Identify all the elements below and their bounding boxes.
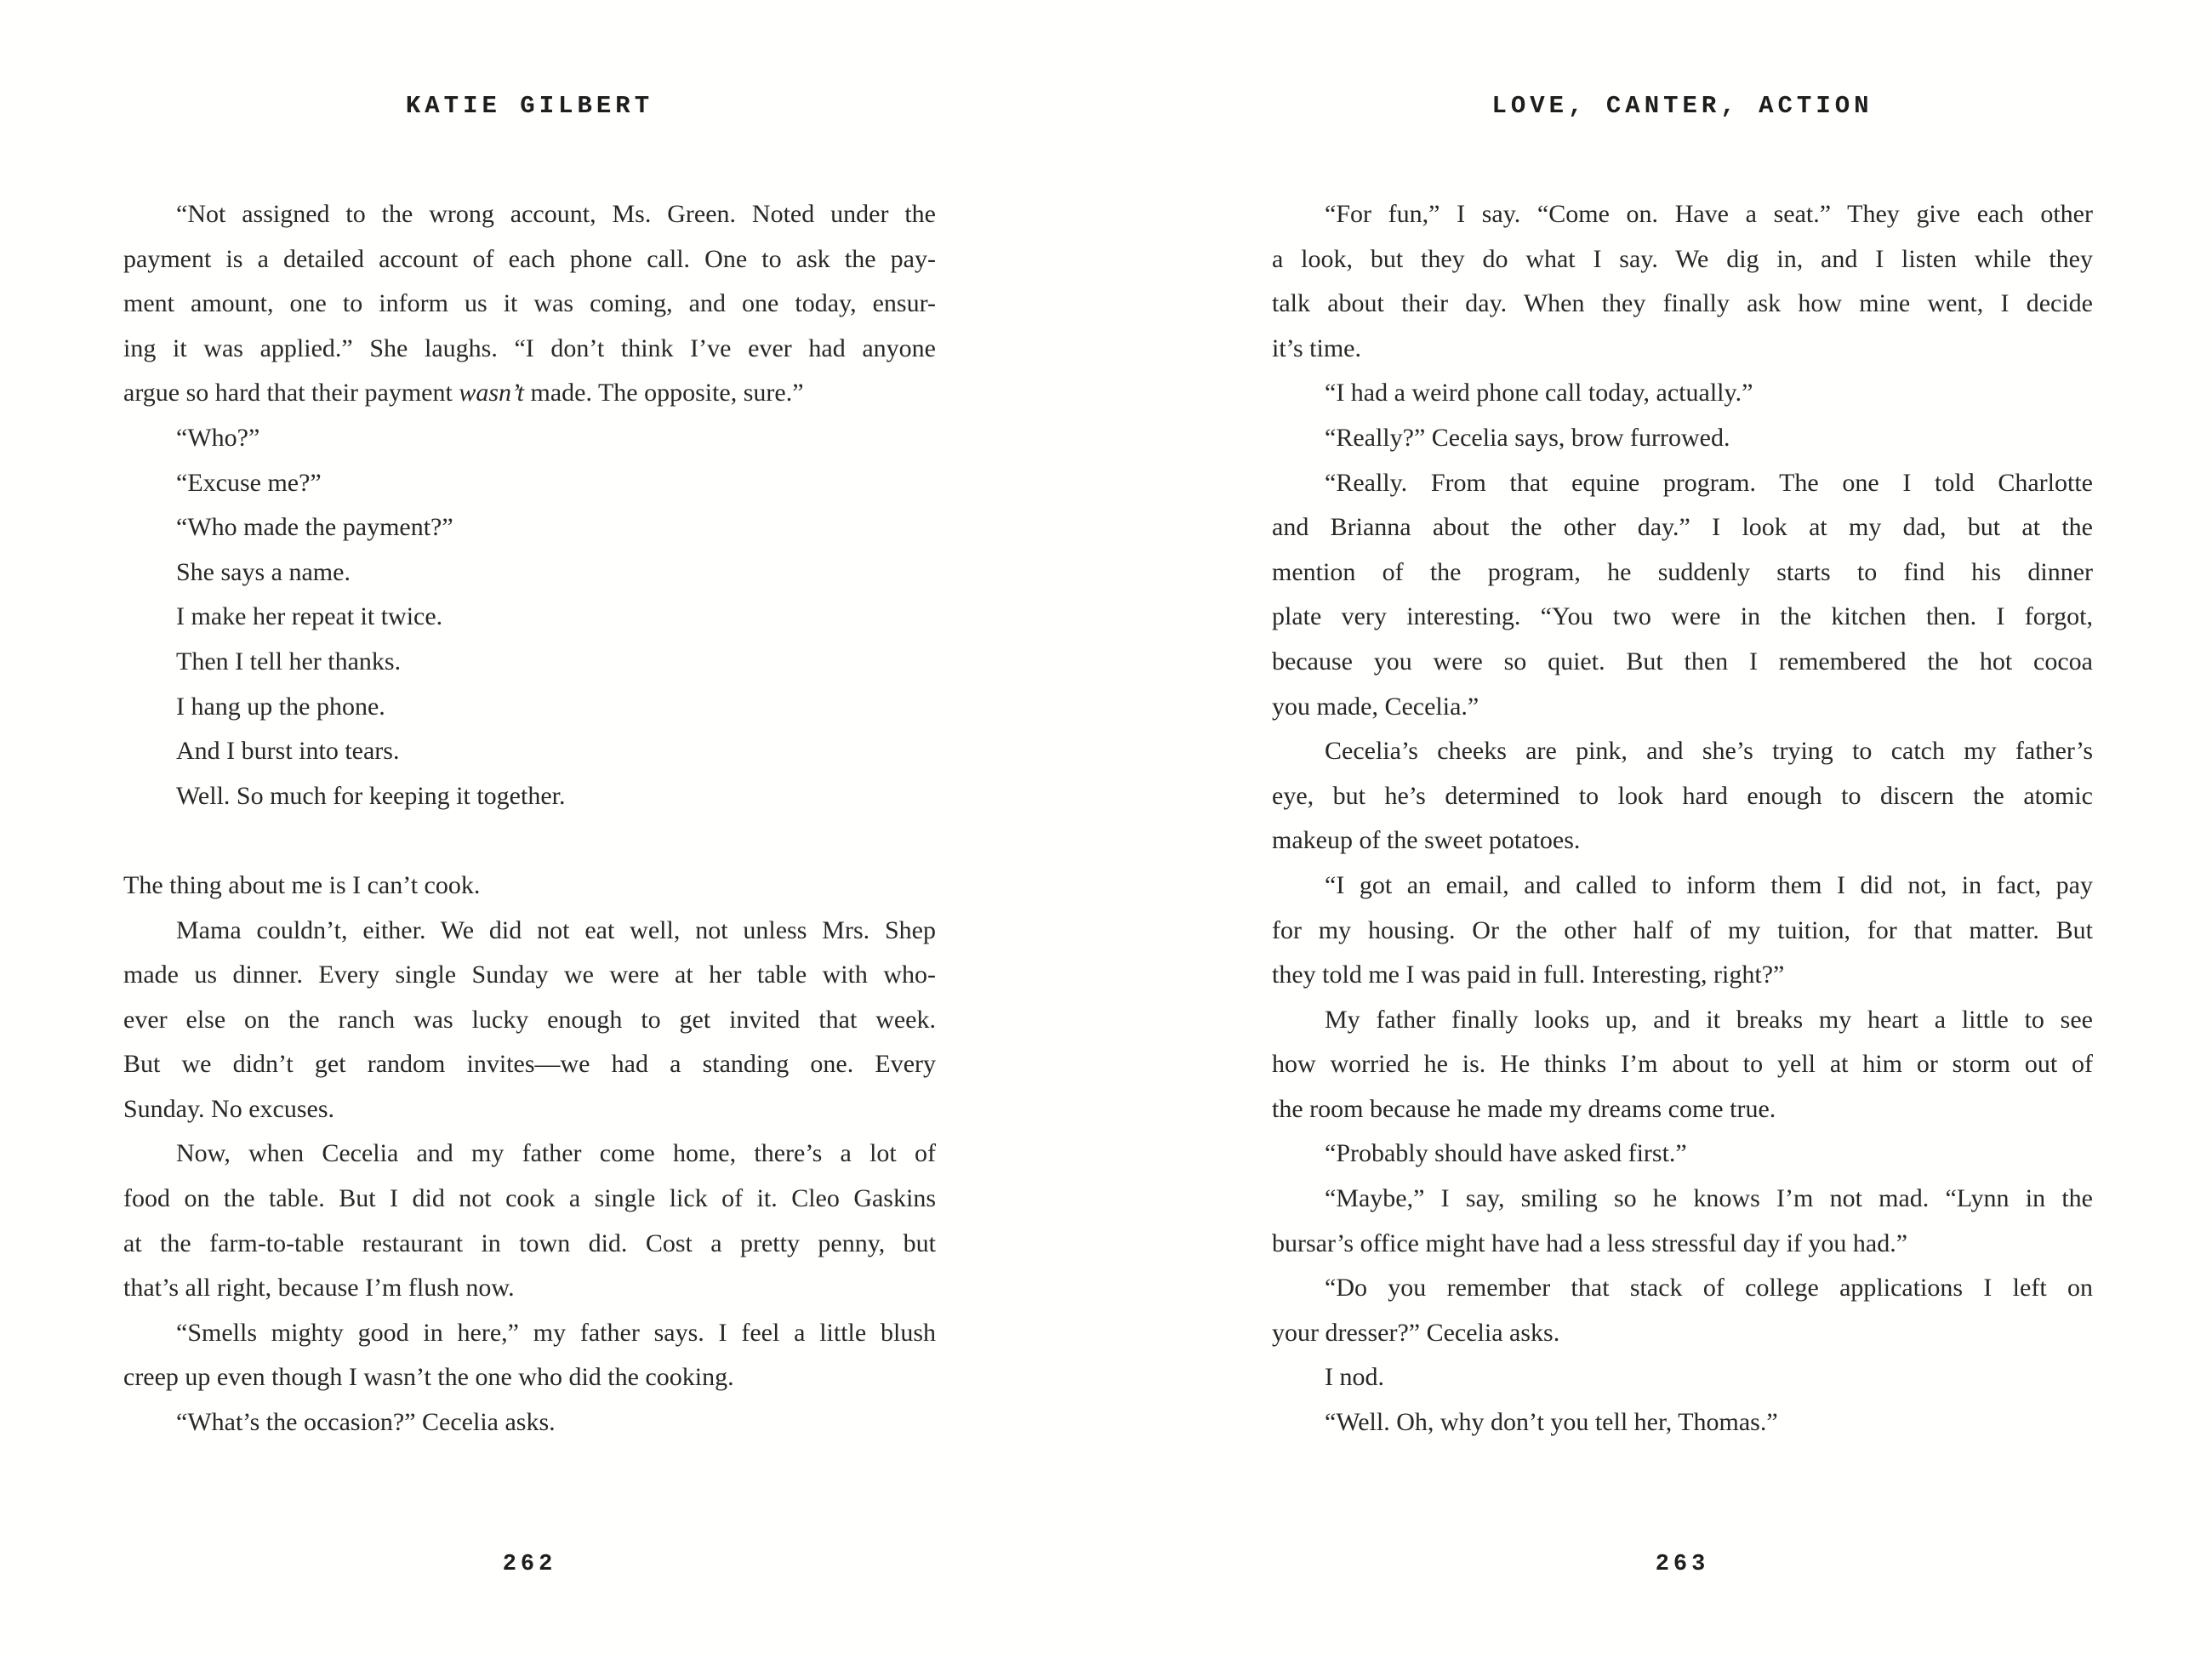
text-line: “For fun,” I say. “Come on. Have a seat.” They give each other [1325,200,2093,228]
page-body [123,192,936,1445]
paragraph [1272,1355,2093,1400]
text-line: “Maybe,” I say, smiling so he knows I’m not mad. “Lynn in the [1325,1184,2093,1213]
paragraph [1272,461,2093,730]
text-line: The thing about me is I can’t cook. [123,870,481,899]
text-line: Well. So much for keeping it together. [176,781,566,810]
text-line: Mama couldn’t, either. We did not eat well, not unless Mrs. Shep [176,915,936,944]
paragraph [1272,998,2093,1132]
paragraph [123,729,936,774]
text-line: ing it was applied.” She laughs. “I don’t think I’ve ever had anyone [123,334,936,362]
text-line: “What’s the occasion?” Cecelia asks. [176,1408,556,1437]
paragraph [1272,1177,2093,1266]
paragraph [1272,371,2093,416]
text-line: “I got an email, and called to inform them I did not, in fact, pay [1325,870,2093,899]
text-line: argue so hard that their payment wasn’t made. The opposite, sure.” [123,379,804,408]
text-line: it’s time. [1272,334,1361,362]
paragraph [123,774,936,819]
paragraph [123,461,936,506]
text-line: bursar’s office might have had a less stressful day if you had.” [1272,1229,1908,1257]
paragraph [123,1400,936,1445]
paragraph [123,909,936,1132]
text-line: you made, Cecelia.” [1272,692,1479,721]
text-line: food on the table. But I did not cook a single lick of it. Cleo Gaskins [123,1184,936,1213]
text-line: My father finally looks up, and it breaks my heart a little to see [1325,1005,2093,1034]
text-line: “Really. From that equine program. The one I told Charlotte [1325,468,2093,497]
text-line: “Not assigned to the wrong account, Ms. Green. Noted under the [176,200,936,228]
text-line: creep up even though I wasn’t the one who did the cooking. [123,1363,734,1392]
paragraph [123,1132,936,1310]
running-header-book-title: LOVE, CANTER, ACTION [1491,92,1873,120]
text-line: “Probably should have asked first.” [1325,1139,1687,1168]
page-right [1272,0,2093,1659]
text-line: and Brianna about the other day.” I look at my dad, but at the [1272,513,2093,542]
text-line: “Excuse me?” [176,468,322,497]
text-line: eye, but he’s determined to look hard enough to discern the atomic [1272,781,2093,810]
paragraph [123,192,936,416]
page-left [123,0,936,1659]
text-line: I make her repeat it twice. [176,602,443,631]
text-line: how worried he is. He thinks I’m about to yell at him or storm out of [1272,1050,2093,1079]
paragraph [123,685,936,730]
text-line: your dresser?” Cecelia asks. [1272,1318,1560,1347]
text-line: I nod. [1325,1363,1384,1392]
text-line: talk about their day. When they finally ask how mine went, I decide [1272,289,2093,318]
page-body [1272,192,2093,1445]
paragraph [1272,729,2093,864]
text-line: “Well. Oh, why don’t you tell her, Thomas.” [1325,1408,1778,1437]
paragraph [123,1311,936,1400]
text-line: the room because he made my dreams come true. [1272,1094,1776,1123]
text-line: But we didn’t get random invites—we had a standing one. Every [123,1050,936,1079]
paragraph [123,550,936,596]
text-line: made us dinner. Every single Sunday we were at her table with who- [123,961,936,989]
paragraph [123,595,936,640]
text-line: payment is a detailed account of each phone call. One to ask the pay- [123,244,936,273]
paragraph [123,864,936,909]
text-line: “Who made the payment?” [176,513,453,542]
text-line: plate very interesting. “You two were in the kitchen then. I forgot, [1272,602,2093,631]
text-line: “Smells mighty good in here,” my father says. I feel a little blush [176,1318,936,1347]
text-line: for my housing. Or the other half of my tuition, for that matter. But [1272,915,2093,944]
text-line: Cecelia’s cheeks are pink, and she’s trying to catch my father’s [1325,737,2093,766]
running-header-author: KATIE GILBERT [405,92,654,120]
text-line: “I had a weird phone call today, actually.” [1325,379,1753,408]
text-line: because you were so quiet. But then I remembered the hot cocoa [1272,647,2093,676]
text-line: at the farm-to-table restaurant in town did. Cost a pretty penny, but [123,1229,936,1257]
text-line: “Really?” Cecelia says, brow furrowed. [1325,423,1730,452]
text-line: “Who?” [176,423,260,452]
paragraph [1272,416,2093,461]
paragraph [1272,864,2093,998]
text-line: “Do you remember that stack of college applications I left on [1325,1274,2093,1303]
text-line: that’s all right, because I’m flush now. [123,1274,515,1303]
page-number: 262 [502,1552,557,1577]
text-line: mention of the program, he suddenly starts to find his dinner [1272,557,2093,586]
text-line: Now, when Cecelia and my father come home, there’s a lot of [176,1139,936,1168]
text-line: they told me I was paid in full. Interesting, right?” [1272,961,1785,989]
text-line: She says a name. [176,557,351,586]
paragraph [123,640,936,685]
paragraph [1272,1266,2093,1355]
paragraph [123,416,936,461]
text-line: I hang up the phone. [176,692,385,721]
text-line: ever else on the ranch was lucky enough to get invited that week. [123,1005,936,1034]
text-line: a look, but they do what I say. We dig in, and I listen while they [1272,244,2093,273]
paragraph [1272,192,2093,371]
paragraph [123,505,936,550]
text-line: ment amount, one to inform us it was coming, and one today, ensur- [123,289,936,318]
page-number: 263 [1655,1552,1710,1577]
text-line: Then I tell her thanks. [176,647,402,676]
text-line: Sunday. No excuses. [123,1094,335,1123]
text-line: makeup of the sweet potatoes. [1272,826,1581,855]
text-line: And I burst into tears. [176,737,400,766]
paragraph [1272,1400,2093,1445]
paragraph [1272,1132,2093,1177]
